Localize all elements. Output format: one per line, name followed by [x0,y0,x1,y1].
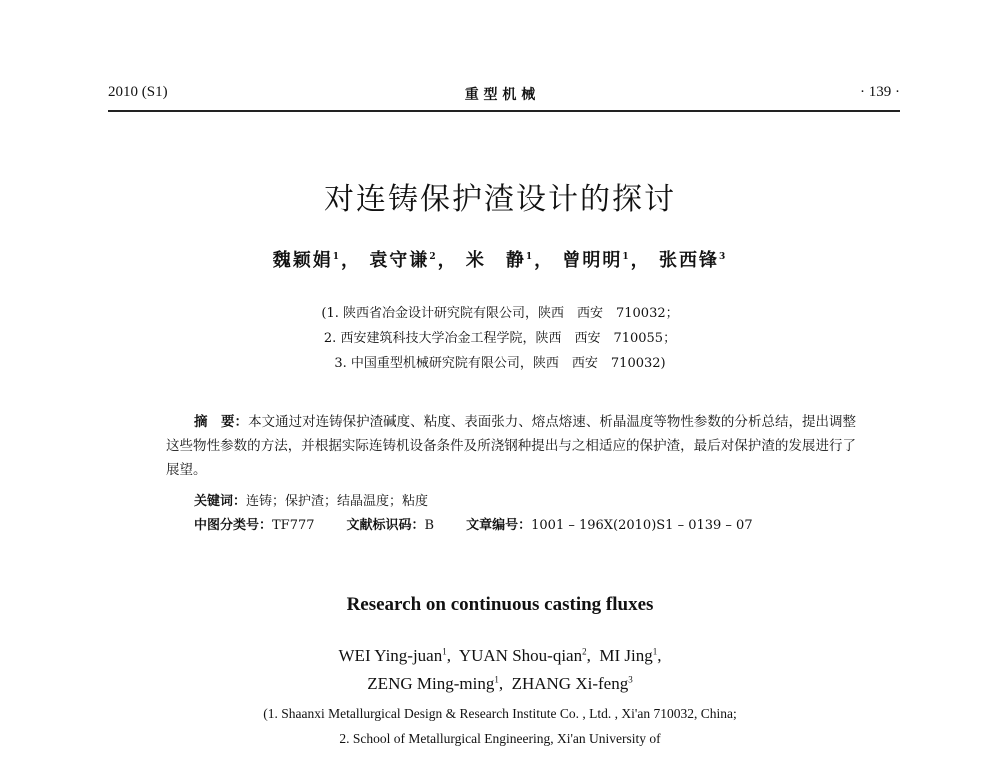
classification-line [194,514,753,533]
affiliation-cn-1: (1. 陕西省冶金设计研究院有限公司，陕西 西安 710032； [321,306,679,321]
author-cn: 米 静$^1$ [465,250,535,271]
journal-year-issue: 2010 (S1) [108,84,168,100]
affiliation-cn-2: 2. 西安建筑科技大学冶金工程学院，陕西 西安 710055； [323,331,677,346]
affiliation-cn-3: 3. 中国重型机械研究院有限公司，陕西 西安 710032) [334,356,666,371]
author-cn: 张西锋$^3$ [658,250,728,271]
author-cn: 魏颖娟$^1$ [272,250,342,271]
clc-label: 中图分类号： [194,518,273,533]
doc-code-label: 文献标识码： [346,518,425,533]
page-number: · 139 · [860,84,900,100]
keywords-label: 关键词： [194,494,247,509]
paper-title-en: Research on continuous casting fluxes [346,594,654,615]
abstract-label: 摘 要： [194,414,249,430]
article-number-value: 1001 – 196X(2010)S1 – 0139 – 07 [531,518,753,533]
authors-en-line1: WEI Ying-juan$^1$, YUAN Shou-qian$^2$, MI Jing$^1$, [338,646,662,665]
abstract-text: 本文通过对连铸保护渣碱度、粘度、表面张力、熔点熔速、析晶温度等物性参数的分析总结，提出调整这些物性参数的方法，并根据实际连铸机设备条件及所浇钢种提出与之相适应的保护渣，最后对保护渣的发展进行了展望。 [166,414,857,478]
affiliation-en-1: (1. Shaanxi Metallurgical Design & Research Institute Co. , Ltd. , Xi'an 710032, China; [263,706,737,721]
article-number-label: 文章编号： [466,518,532,533]
author-cn: 袁守谦$^2$ [369,250,438,271]
paper-title-cn: 对连铸保护渣设计的探讨 [324,182,676,217]
keywords-text: 连铸；保护渣；结晶温度；粘度 [246,494,429,509]
author-en: WEI Ying-juan$^1$ [338,646,447,665]
doc-code-value: B [424,518,435,533]
author-en: ZENG Ming-ming$^1$ [367,674,499,693]
affiliation-en-2: 2. School of Metallurgical Engineering, Xi'an University of [339,731,661,746]
abstract [166,410,856,482]
author-en: ZHANG Xi-feng$^3$ [511,674,633,693]
header-rule [108,110,900,112]
author-cn: 曾明明$^1$ [562,250,631,271]
authors-cn: 魏颖娟$^1$， 袁守谦$^2$， 米 静$^1$， 曾明明$^1$， 张西锋$^3$ [272,250,728,271]
author-en: MI Jing$^1$ [599,646,658,665]
author-en: YUAN Shou-qian$^2$ [458,646,587,665]
keywords [194,490,428,509]
clc-value: TF777 [272,518,315,533]
journal-name: 重 型 机 械 [464,87,536,103]
authors-en-line2: ZENG Ming-ming$^1$, ZHANG Xi-feng$^3$ [367,674,633,693]
